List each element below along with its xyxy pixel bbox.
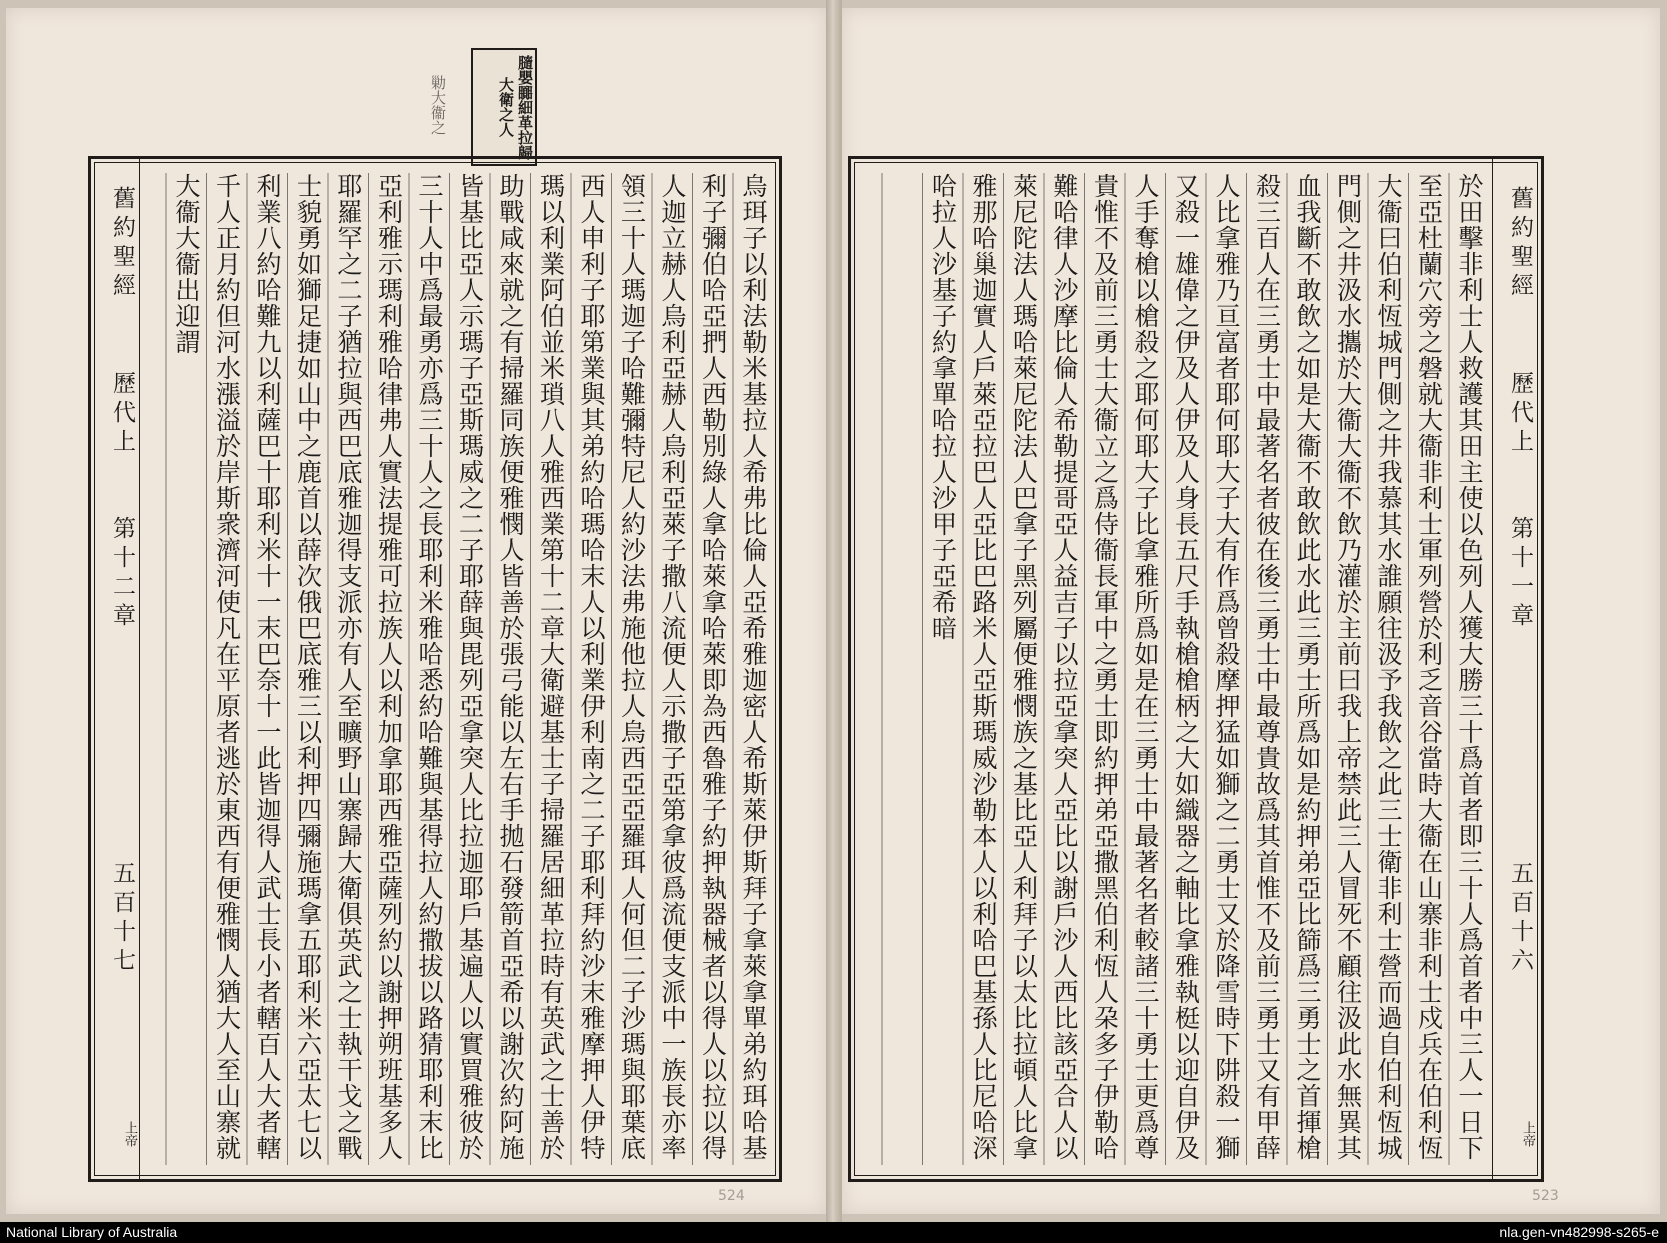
right-body-text: 於田擊非利士人救護其田主使以色列人獲大勝三十爲首者即三十人爲首者中三人一日下至亞杜蘭穴旁之磐就大衞非利士軍列營於利乏音谷當時大衞在山寨非利士戍兵在伯利恆大衞曰伯利恆城門側之井我慕其水誰願往汲予我飲之此三士衛非利士營而過自伯利恆城門側之井汲水攜於大衞大衞不飲乃灌於主前曰我上帝禁此三人冒死不顧往汲此水無異其血我斷不敢飲之如是大衞不敢飲此水此三勇士所爲如是約押弟亞比篩爲三勇士之首揮槍殺三百人在三勇士中最著名者彼在後三勇士中最尊貴故爲其首惟不及前三勇士又有甲薛人比拿雅乃亘富者耶何耶大子大有作爲曾殺摩押猛如獅之二勇士又於降雪時下阱殺一獅又殺一雄偉之伊及人伊及人身長五尺手執槍槍柄之大如織器之軸比拿雅執梃以迎自伊及人手奪槍以槍殺之耶何耶大子比拿雅所爲如是在三勇士中最著名者較諸三十勇士更爲尊貴惟不及前三勇士大衞立之爲侍衞長軍中之勇士即約押弟亞撒黑伯利恆人朶多子伊勒哈難哈律人沙摩比倫人希勒提哥亞人益吉子以拉亞拿突人亞比以謝戶沙人西比該亞合人以萊尼陀法人瑪哈萊尼陀法人巴拿子黑列屬便雅憫族之基比亞人利拜子以太比拉頓人比拿雅那哈巢迦實人戶萊亞拉巴人亞比巴路米人亞斯瑪威沙勒本人以利哈巴基孫人比尼哈深哈拉人沙基子約拿單哈拉人沙甲子亞希暗 — [857, 173, 1489, 1165]
left-body-text: 烏珥子以利法勒米基拉人希弗比倫人亞希雅迦密人希斯萊伊斯拜子拿萊拿單弟約珥哈基利子彌伯哈亞捫人西勒別綠人拿哈萊拿哈萊即為西魯雅子約押執器械者以得人以拉以得人迦立赫人烏利亞赫人烏利亞萊子撒八流便人示撒子亞第拿彼爲流便支派中一族長亦率領三十人瑪迦子哈難彌特尼人約沙法弗施他拉人烏西亞亞羅珥人何但二子沙瑪與耶葉底西人申利子耶第業與其弟約哈瑪哈末人以利業伊利南之二子耶利拜約沙末雅摩押人伊特瑪以利業阿伯並米瑣八人雅西業第十二章大衛避基士子掃羅居細革拉時有英武之士善於助戰咸來就之有掃羅同族便雅憫人皆善於張弓能以左右手拋石發箭首亞希以謝次約阿施皆基比亞人示瑪子亞斯瑪威之二子耶薛與毘列亞拿突人比拉迦耶戶基遍人以實買雅彼於三十人中爲最勇亦爲三十人之長耶利米雅哈悉約哈難與基得拉人約撒拔以路猜耶利末比亞利雅示瑪利雅哈律弗人實法提雅可拉族人以利加拿耶西雅亞薩列約以謝押朔班基多人耶羅罕之二子猶拉與西巴底雅迦得支派亦有人至曠野山寨歸大衛俱英武之士執干戈之戰士貌勇如獅足捷如山中之鹿首以薛次俄巴底雅三以利押四彌施瑪拿五耶利米六亞太七以利業八約哈難九以利薩巴十耶利米十一末巴奈十一此皆迦得人武士長小者轄百人大者轄千人正月約但河水漲溢於岸斯衆濟河使凡在平原者逃於東西有便雅憫人猶大人至山寨就大衞大衞出迎謂 — [143, 173, 773, 1165]
right-margin-column — [1492, 159, 1537, 1179]
section-title: 歷代上 — [1507, 370, 1533, 458]
margin-note: 上帝 — [122, 1121, 137, 1147]
heading-sub-text: 勦大衞之 — [429, 75, 447, 135]
pencil-folio-mark: 524 — [718, 1188, 745, 1204]
margin-note: 上帝 — [1520, 1121, 1535, 1147]
section-title: 歷代上 — [109, 370, 135, 458]
right-text-frame — [848, 156, 1544, 1182]
bleed-through-text — [794, 30, 816, 140]
pencil-folio-mark: 523 — [1532, 1188, 1559, 1204]
attribution-footer — [0, 1222, 1667, 1243]
page-number: 五百十七 — [109, 861, 135, 977]
bleed-through-text — [852, 30, 1152, 140]
chapter-label: 第十二章 — [109, 516, 135, 632]
chapter-label: 第十一章 — [1507, 516, 1533, 632]
book-gutter — [826, 0, 842, 1222]
left-text-frame — [88, 156, 782, 1182]
book-title: 舊約聖經 — [1507, 186, 1533, 302]
library-credit: National Library of Australia — [6, 1224, 178, 1240]
book-title: 舊約聖經 — [109, 186, 135, 302]
section-heading-note-sub — [386, 48, 448, 162]
left-margin-column — [95, 159, 140, 1179]
section-heading-note — [471, 48, 537, 166]
bleed-through-text — [66, 30, 366, 140]
right-page — [842, 8, 1660, 1214]
heading-text: 膸嬰嚻細革拉歸大衛之人 — [497, 54, 534, 160]
item-identifier: nla.gen-vn482998-s265-e — [1499, 1224, 1659, 1240]
left-page — [6, 8, 826, 1214]
page-number: 五百十六 — [1507, 861, 1533, 977]
